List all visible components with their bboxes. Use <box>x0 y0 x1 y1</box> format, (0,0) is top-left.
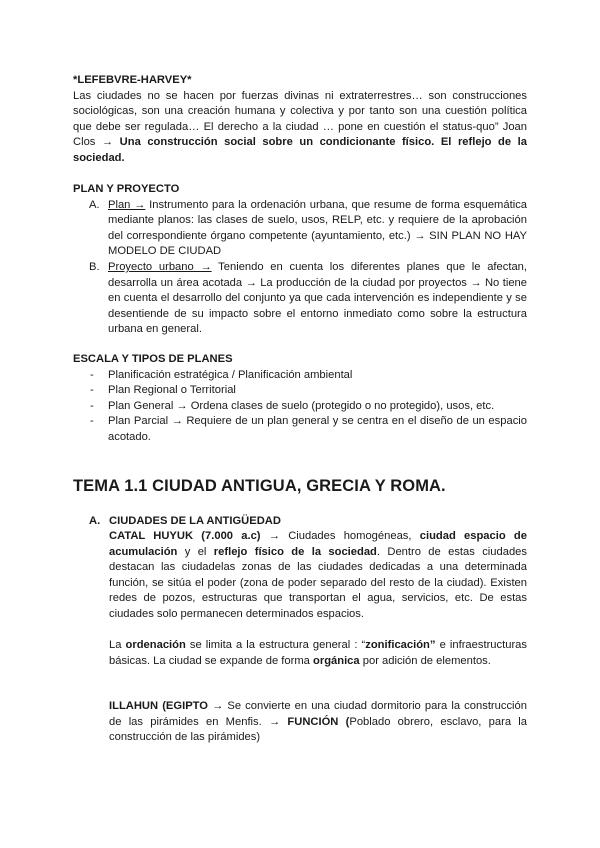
escala-heading: ESCALA Y TIPOS DE PLANES <box>73 353 233 365</box>
section-heading: CIUDADES DE LA ANTIGÜEDAD <box>109 515 281 527</box>
list-marker: A. <box>89 198 100 211</box>
escala-section <box>73 352 527 446</box>
plan-item-b <box>73 260 527 338</box>
list-item: - Plan General → Ordena clases de suelo (protegido o no protegido), usos, etc. <box>90 399 495 412</box>
intro-paragraph <box>73 89 527 167</box>
plan-section <box>73 182 527 338</box>
section-a-heading-row <box>73 514 527 530</box>
list-item: - Plan Regional o Territorial <box>90 384 236 397</box>
ordenacion-paragraph: La ordenación se limita a la estructura general : “zonificación” e infraestructuras básicas. La ciudad se expande de forma orgánica por adición de elementos. <box>109 639 527 667</box>
illahun-paragraph: ILLAHUN (EGIPTO → Se convierte en una ciudad dormitorio para la construcción de las pirámides en Menfis. → FUNCIÓN (Poblado obrero, esclavo, para la construcción de las pirámides) <box>109 700 527 744</box>
list-marker: B. <box>89 260 100 273</box>
tema-title: TEMA 1.1 CIUDAD ANTIGUA, GRECIA Y ROMA. <box>73 477 446 495</box>
plan-item-a <box>73 198 527 260</box>
intro-section <box>73 73 527 167</box>
catal-paragraph: CATAL HUYUK (7.000 a.c) → Ciudades homogéneas, ciudad espacio de acumulación y el reflejo físico de la sociedad. Dentro de estas ciudades destacan las ciudadelas zonas de las ciudades dedicadas a una determinada función, se sitúa el poder (zona de poder separado del resto de la ciudad). Existen redes de pozos, estructuras que transportan el agua, servicios, etc. De estas ciudades solo permanecen determinados espacios. <box>109 530 527 620</box>
plan-text: Instrumento para la ordenación urbana, que resume de forma esquemática mediante planos: las clases de suelo, usos, RELP, etc. y requiere de la aprobación del correspondiente órgano competente (ayuntamiento, etc.) → SIN PLAN NO HAY MODELO DE CIUDAD <box>108 198 528 258</box>
list-item: - Planificación estratégica / Planificación ambiental <box>90 368 353 381</box>
proyecto-term: Proyecto urbano → <box>108 260 212 273</box>
plan-term: Plan → <box>108 198 146 211</box>
section-marker: A. <box>89 515 101 527</box>
plan-heading: PLAN Y PROYECTO <box>73 183 180 195</box>
intro-heading: *LEFEBVRE-HARVEY* <box>73 74 192 86</box>
intro-text: Las ciudades no se hacen por fuerzas divinas ni extraterrestres… son construcciones sociológicas, son una creación humana y colectiva y por tanto son una cuestión política que debe ser regulada… El derecho a la ciudad … pone en cuestión el status-quo” Joan Clos → <box>73 89 527 149</box>
intro-bold-text: Una construcción social sobre un condicionante físico. El reflejo de la sociedad. <box>73 136 527 164</box>
proyecto-text: Teniendo en cuenta los diferentes planes que le afectan, desarrolla un área acotada → La producción de la ciudad por proyectos → No tiene en cuenta el desarrollo del conjunto ya que cada intervención es independiente y se desentiende de su impacto sobre el entorno inmediato como sobre la estructura urbana en general. <box>108 260 528 336</box>
list-item: - Plan Parcial → Requiere de un plan general y se centra en el diseño de un espacio acotado. <box>90 415 527 443</box>
